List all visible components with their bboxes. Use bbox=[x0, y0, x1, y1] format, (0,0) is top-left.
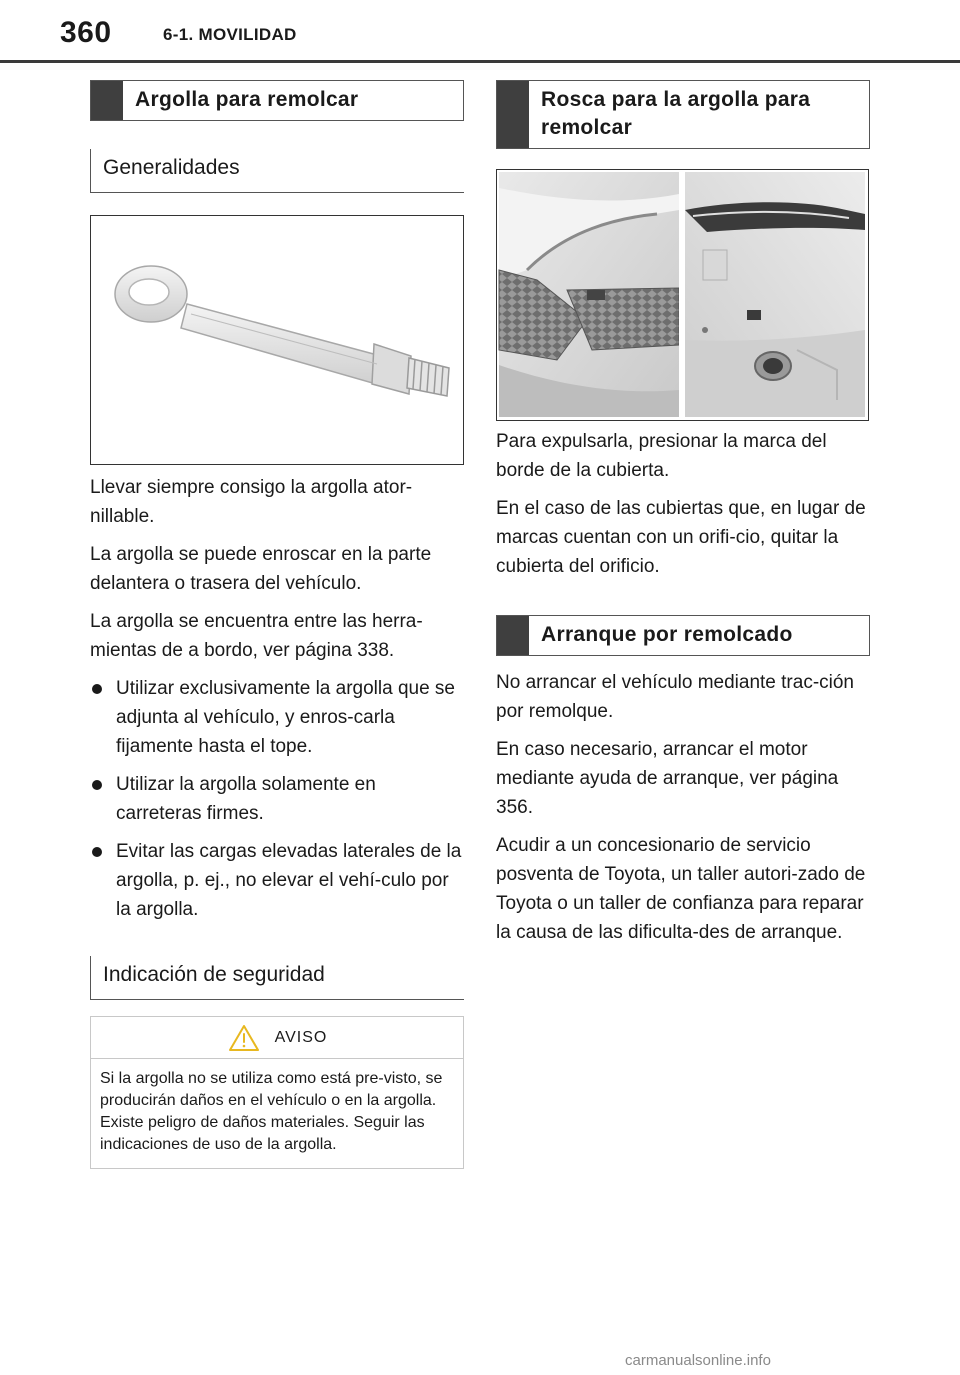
warning-box bbox=[90, 1016, 464, 1169]
list-item bbox=[90, 837, 464, 924]
bullet-dot-icon bbox=[92, 780, 102, 790]
section-heading-tow-start bbox=[496, 615, 870, 656]
bullet-list bbox=[90, 674, 464, 924]
paragraph: La argolla se encuentra entre las herra-mientas de a bordo, ver página 338. bbox=[90, 611, 423, 661]
bullet-dot-icon bbox=[92, 847, 102, 857]
watermark-text: carmanualsonline.info bbox=[625, 1352, 771, 1369]
list-item bbox=[90, 674, 464, 761]
right-column bbox=[496, 80, 870, 947]
warning-header bbox=[91, 1017, 463, 1059]
section-heading-bar bbox=[497, 81, 529, 148]
bumper-photos bbox=[497, 170, 867, 419]
list-item bbox=[90, 770, 464, 828]
page-header bbox=[0, 0, 960, 64]
paragraph: Llevar siempre consigo la argolla ator-nillable. bbox=[90, 477, 413, 527]
paragraph: Para expulsarla, presionar la marca del borde de la cubierta. bbox=[496, 431, 827, 481]
section-heading-text: Argolla para remolcar bbox=[135, 88, 359, 111]
section-heading-bar bbox=[497, 616, 529, 655]
warning-text: Si la argolla no se utiliza como está pre-visto, se producirán daños en el vehículo o en la argolla. Existe peligro de daños materiales. Seguir las indicaciones de uso de la argolla. bbox=[100, 1070, 443, 1153]
section-heading-tow-eye bbox=[90, 80, 464, 121]
left-column bbox=[90, 80, 464, 1169]
tow-eye-illustration bbox=[91, 216, 462, 463]
paragraph: En el caso de las cubiertas que, en lugar de marcas cuentan con un orifi-cio, quitar la cubierta del orificio. bbox=[496, 498, 866, 577]
page-number: 360 bbox=[60, 16, 112, 49]
paragraph: La argolla se puede enroscar en la parte delantera o trasera del vehículo. bbox=[90, 544, 432, 594]
subheading-general: Generalidades bbox=[90, 149, 464, 193]
list-item-text: Evitar las cargas elevadas laterales de la argolla, p. ej., no elevar el vehí-culo por la argolla. bbox=[116, 841, 462, 920]
header-rule bbox=[0, 60, 960, 63]
bullet-dot-icon bbox=[92, 684, 102, 694]
figure-bumper-covers bbox=[496, 169, 869, 421]
warning-title: AVISO bbox=[274, 1028, 328, 1046]
section-heading-text: Rosca para la argolla para remolcar bbox=[541, 88, 811, 139]
paragraph: En caso necesario, arrancar el motor mediante ayuda de arranque, ver página 356. bbox=[496, 739, 839, 818]
figure-tow-eye bbox=[90, 215, 464, 465]
section-heading-thread bbox=[496, 80, 870, 149]
section-heading-text: Arranque por remolcado bbox=[541, 623, 793, 646]
list-item-text: Utilizar la argolla solamente en carreteras firmes. bbox=[116, 774, 376, 824]
chapter-title: 6-1. MOVILIDAD bbox=[163, 25, 297, 44]
list-item-text: Utilizar exclusivamente la argolla que se adjunta al vehículo, y enros-carla fijamente hasta el tope. bbox=[116, 678, 455, 757]
paragraph: Acudir a un concesionario de servicio posventa de Toyota, un taller autori-zado de Toyota o un taller de confianza para reparar la causa de las dificulta-des de arranque. bbox=[496, 835, 866, 943]
section-heading-bar bbox=[91, 81, 123, 120]
warning-triangle-icon bbox=[227, 1023, 261, 1053]
paragraph: No arrancar el vehículo mediante trac-ción por remolque. bbox=[496, 672, 855, 722]
subheading-safety: Indicación de seguridad bbox=[90, 956, 464, 1000]
